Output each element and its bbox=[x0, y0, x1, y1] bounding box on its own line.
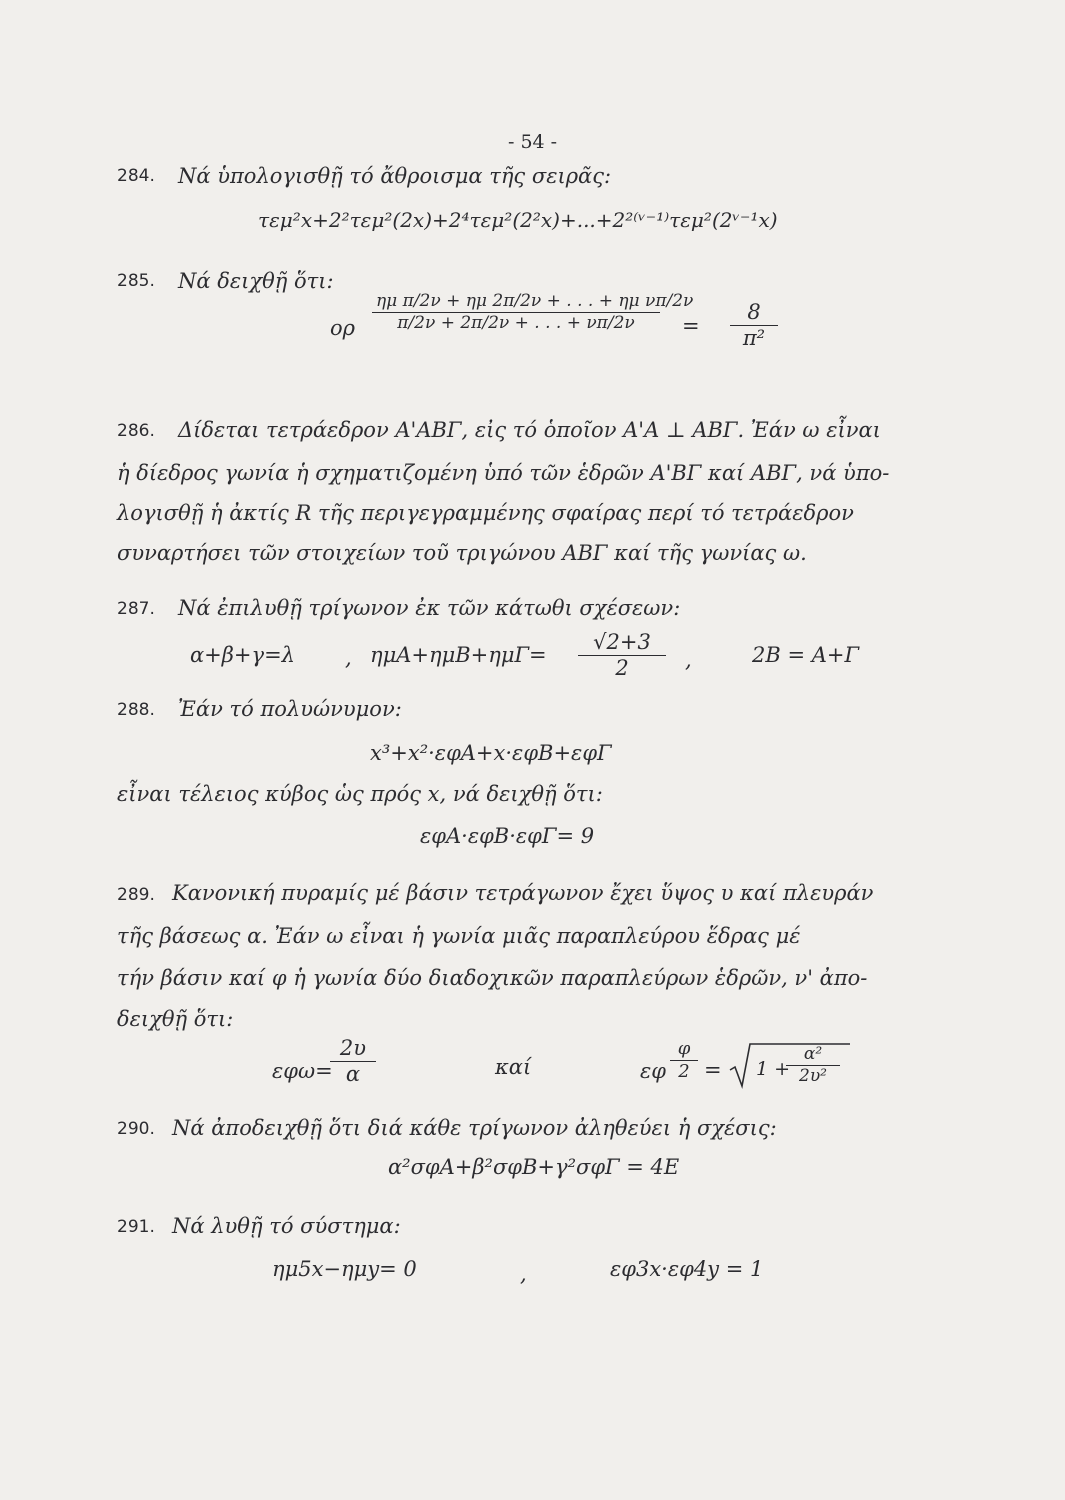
problem-287-eq1: α+β+γ=λ bbox=[190, 643, 295, 667]
page-number: - 54 - bbox=[508, 131, 558, 153]
problem-290-formula: α²σφΑ+β²σφΒ+γ²σφΓ = 4E bbox=[388, 1155, 680, 1179]
problem-287-eq2-numerator: √2+3 bbox=[578, 632, 666, 656]
problem-285-numerator: ημ π/2ν + ημ 2π/2ν + . . . + ημ νπ/2ν bbox=[372, 293, 660, 313]
problem-285-number: 285. bbox=[117, 271, 155, 291]
problem-287-separator-1: , bbox=[345, 646, 352, 670]
problem-287-number: 287. bbox=[117, 599, 155, 619]
problem-285-main-fraction bbox=[372, 291, 694, 333]
problem-284-formula: τεμ²x+2²τεμ²(2x)+2⁴τεμ²(2²x)+...+2²⁽ᵛ⁻¹⁾τεμ²(2ᵛ⁻¹x) bbox=[258, 208, 778, 232]
problem-286-line3: λογισθῇ ἡ ἀκτίς R τῆς περιγεγραμμένης σφαίρας περί τό τετράεδρον bbox=[117, 501, 854, 525]
problem-285-result bbox=[730, 302, 778, 349]
problem-286-number: 286. bbox=[117, 421, 155, 441]
problem-289-sqrt-numerator: α² bbox=[786, 1046, 840, 1066]
problem-289-line1: Κανονική πυραμίς μέ βάσιν τετράγωνον ἔχει ὕψος υ καί πλευράν bbox=[172, 881, 874, 905]
problem-286-line2: ἡ δίεδρος γωνία ἡ σχηματιζομένη ὑπό τῶν ἑδρῶν Α'ΒΓ καί ΑΒΓ, νά ὑπο- bbox=[117, 461, 890, 485]
problem-289-formula1-denominator: α bbox=[345, 1062, 361, 1086]
problem-287-eq3: 2Β = Α+Γ bbox=[752, 643, 860, 667]
problem-286-line1: Δίδεται τετράεδρον Α'ΑΒΓ, εἰς τό ὁποῖον Α'Α ⊥ ΑΒΓ. Ἐάν ω εἶναι bbox=[178, 418, 881, 442]
problem-287-text: Νά ἐπιλυθῇ τρίγωνον ἐκ τῶν κάτωθι σχέσεων: bbox=[178, 596, 681, 620]
problem-285-result-denominator: π² bbox=[742, 326, 766, 350]
problem-288-number: 288. bbox=[117, 700, 155, 720]
problem-290-number: 290. bbox=[117, 1119, 155, 1139]
problem-288-result: εφΑ·εφΒ·εφΓ= 9 bbox=[420, 824, 595, 848]
problem-289-sqrt-fraction bbox=[786, 1046, 840, 1085]
problem-289-formula2-equals: = bbox=[704, 1058, 722, 1082]
problem-289-number: 289. bbox=[117, 885, 155, 905]
problem-289-formula2-numerator: φ bbox=[670, 1040, 698, 1061]
problem-291-eq1: ημ5x−ημy= 0 bbox=[272, 1257, 417, 1281]
problem-291-eq2: εφ3x·εφ4y = 1 bbox=[610, 1257, 764, 1281]
problem-285-equals: = bbox=[682, 314, 700, 338]
problem-289-sqrt-denominator: 2υ² bbox=[799, 1066, 827, 1086]
problem-289-formula2-fraction bbox=[670, 1040, 698, 1081]
problem-291-separator: , bbox=[520, 1262, 527, 1286]
problem-290-text: Νά ἀποδειχθῇ ὅτι διά κάθε τρίγωνον ἀληθεύει ἡ σχέσις: bbox=[172, 1116, 777, 1140]
problem-287-eq2-left: ημΑ+ημΒ+ημΓ= bbox=[370, 643, 547, 667]
problem-285-fraction bbox=[372, 291, 694, 333]
problem-284-number: 284. bbox=[117, 166, 155, 186]
problem-288-text2: εἶναι τέλειος κύβος ὡς πρός x, νά δειχθῇ ὅτι: bbox=[117, 782, 603, 806]
problem-287-eq2-fraction bbox=[578, 632, 666, 679]
problem-288-text: Ἐάν τό πολυώνυμον: bbox=[178, 697, 402, 721]
problem-284-text: Νά ὑπολογισθῇ τό ἄθροισμα τῆς σειρᾶς: bbox=[178, 164, 612, 188]
problem-289-formula2-left: εφ bbox=[640, 1059, 666, 1083]
problem-289-line2: τῆς βάσεως α. Ἐάν ω εἶναι ἡ γωνία μιᾶς παραπλεύρου ἕδρας μέ bbox=[117, 924, 801, 948]
problem-288-polynomial: x³+x²·εφΑ+x·εφΒ+εφΓ bbox=[370, 741, 612, 765]
problem-285-text: Νά δειχθῇ ὅτι: bbox=[178, 269, 334, 293]
problem-289-formula1-left: εφω= bbox=[272, 1059, 333, 1083]
problem-289-kai: καί bbox=[495, 1055, 532, 1079]
problem-289-sqrt-lead: 1 + bbox=[756, 1058, 791, 1080]
problem-285-op: ορ bbox=[330, 316, 355, 340]
problem-287-separator-2: , bbox=[685, 648, 692, 672]
problem-289-formula1-fraction bbox=[330, 1038, 376, 1085]
problem-289-formula1-numerator: 2υ bbox=[330, 1038, 376, 1062]
problem-291-number: 291. bbox=[117, 1217, 155, 1237]
problem-285-denominator: π/2ν + 2π/2ν + . . . + νπ/2ν bbox=[397, 313, 635, 333]
problem-289-formula2-denominator: 2 bbox=[678, 1061, 690, 1082]
problem-287-eq2-denominator: 2 bbox=[615, 656, 629, 680]
problem-286-line4: συναρτήσει τῶν στοιχείων τοῦ τριγώνου ΑΒΓ καί τῆς γωνίας ω. bbox=[117, 541, 807, 565]
problem-285-result-numerator: 8 bbox=[730, 302, 778, 326]
problem-291-text: Νά λυθῇ τό σύστημα: bbox=[172, 1214, 401, 1238]
problem-289-line3: τήν βάσιν καί φ ἡ γωνία δύο διαδοχικῶν παραπλεύρων ἑδρῶν, ν' ἀπο- bbox=[117, 966, 868, 990]
problem-289-line4: δειχθῇ ὅτι: bbox=[117, 1007, 234, 1031]
